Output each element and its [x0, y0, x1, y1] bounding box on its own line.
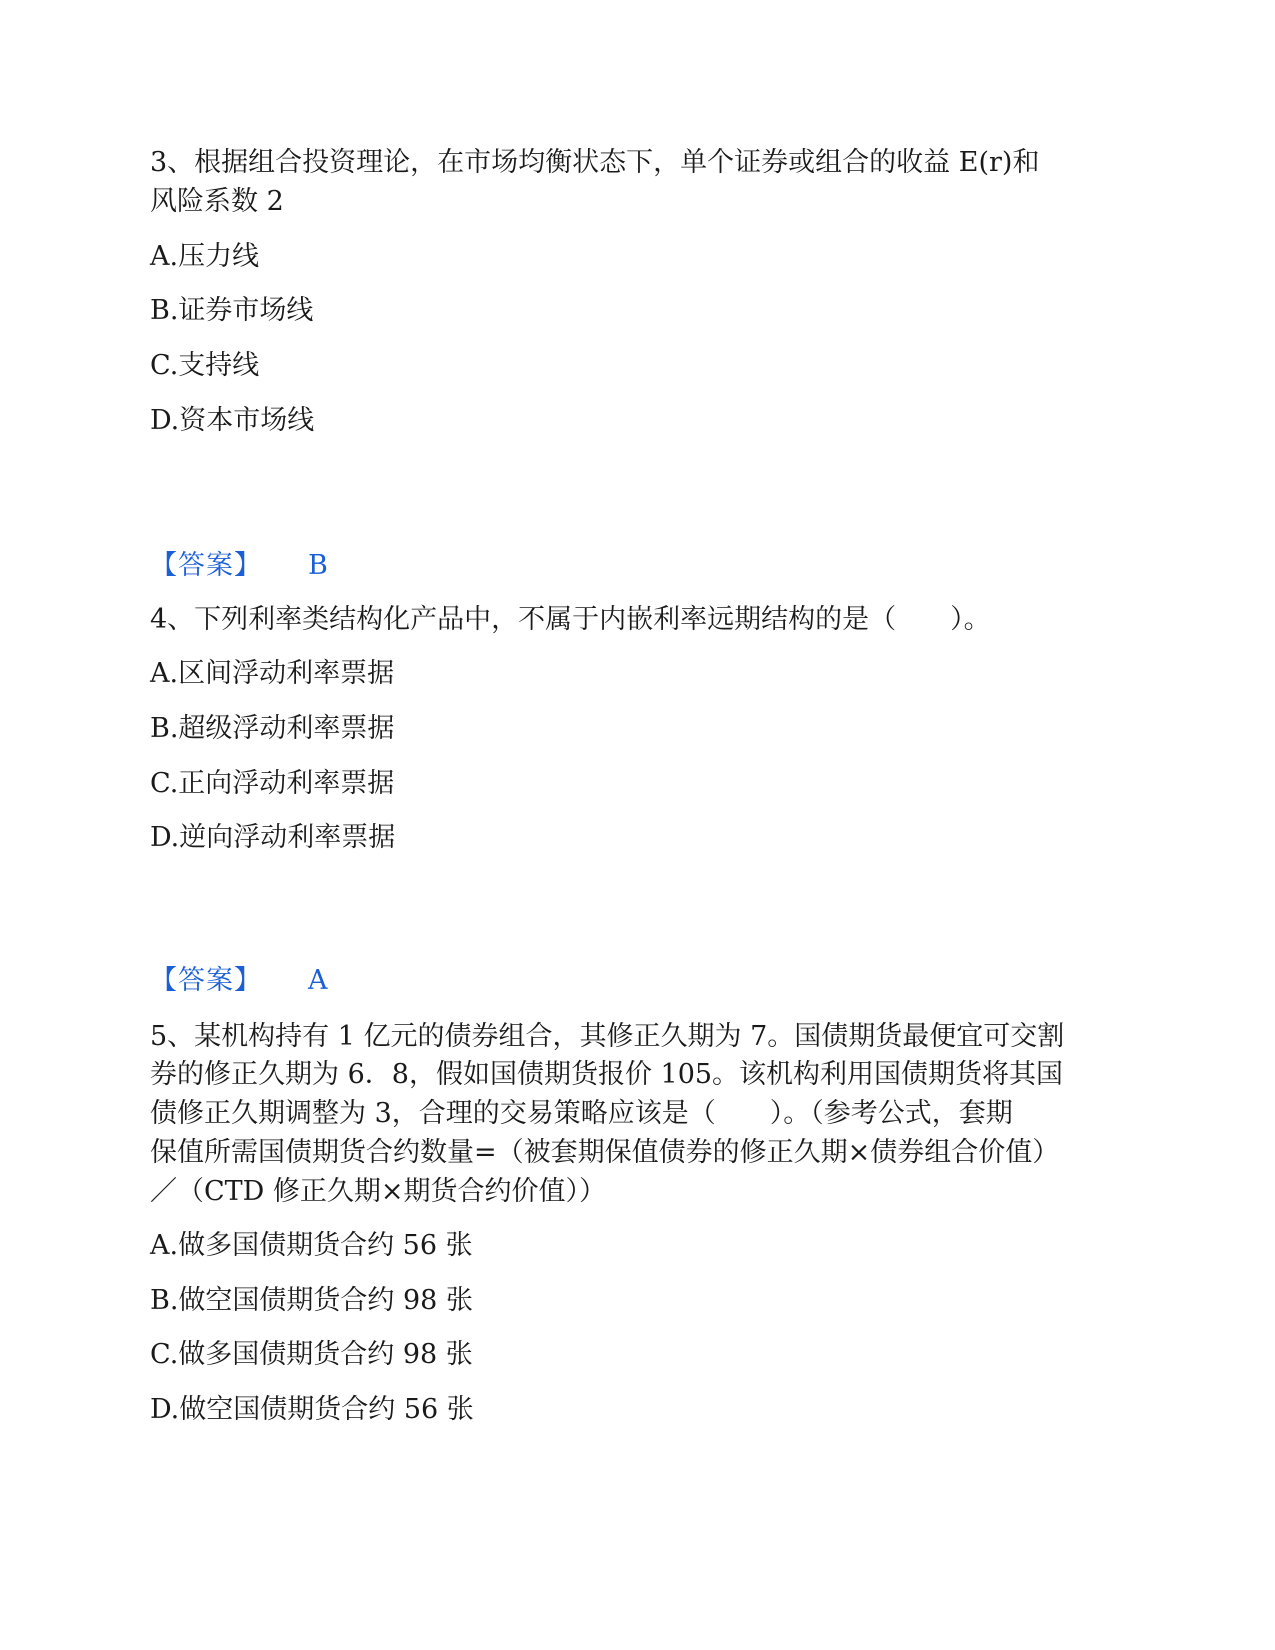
- question-5-stem-line-3: 债修正久期调整为 3，合理的交易策略应该是（ ）。（参考公式，套期: [150, 1098, 1013, 1129]
- question-3-answer: [150, 546, 328, 586]
- question-3-stem-line-1: 3、根据组合投资理论，在市场均衡状态下，单个证券或组合的收益 E(r)和: [150, 147, 1040, 178]
- question-5-option-a: A.做多国债期货合约 56 张: [150, 1230, 473, 1261]
- question-5-option-d: D.做空国债期货合约 56 张: [150, 1394, 474, 1425]
- question-4-answer: [150, 961, 328, 1001]
- question-4-option-d: D.逆向浮动利率票据: [150, 822, 396, 853]
- question-3-stem-line-2: 风险系数 2: [150, 186, 284, 217]
- question-3-option-a: A.压力线: [150, 241, 260, 272]
- answer-label: 【答案】: [150, 550, 262, 581]
- question-5-option-c: C.做多国债期货合约 98 张: [150, 1339, 473, 1370]
- answer-label: 【答案】: [150, 965, 262, 996]
- question-5-option-b: B.做空国债期货合约 98 张: [150, 1285, 473, 1316]
- question-5-stem-line-5: ／（CTD 修正久期×期货合约价值））: [150, 1176, 607, 1207]
- question-4-option-a: A.区间浮动利率票据: [150, 658, 395, 689]
- question-3-option-d: D.资本市场线: [150, 405, 315, 436]
- question-4-option-c: C.正向浮动利率票据: [150, 768, 395, 799]
- question-4-option-b: B.超级浮动利率票据: [150, 713, 395, 744]
- question-5-stem-line-4: 保值所需国债期货合约数量=（被套期保值债券的修正久期×债券组合价值）: [150, 1137, 1060, 1168]
- question-5-stem-line-2: 券的修正久期为 6．8，假如国债期货报价 105。该机构利用国债期货将其国: [150, 1059, 1064, 1090]
- question-3-option-c: C.支持线: [150, 350, 260, 381]
- question-4-stem-line-1: 4、下列利率类结构化产品中，不属于内嵌利率远期结构的是（ ）。: [150, 604, 991, 635]
- answer-value: A: [308, 965, 328, 996]
- answer-value: B: [308, 550, 328, 581]
- question-3-option-b: B.证券市场线: [150, 295, 314, 326]
- question-5-stem-line-1: 5、某机构持有 1 亿元的债券组合，其修正久期为 7。国债期货最便宜可交割: [150, 1021, 1065, 1052]
